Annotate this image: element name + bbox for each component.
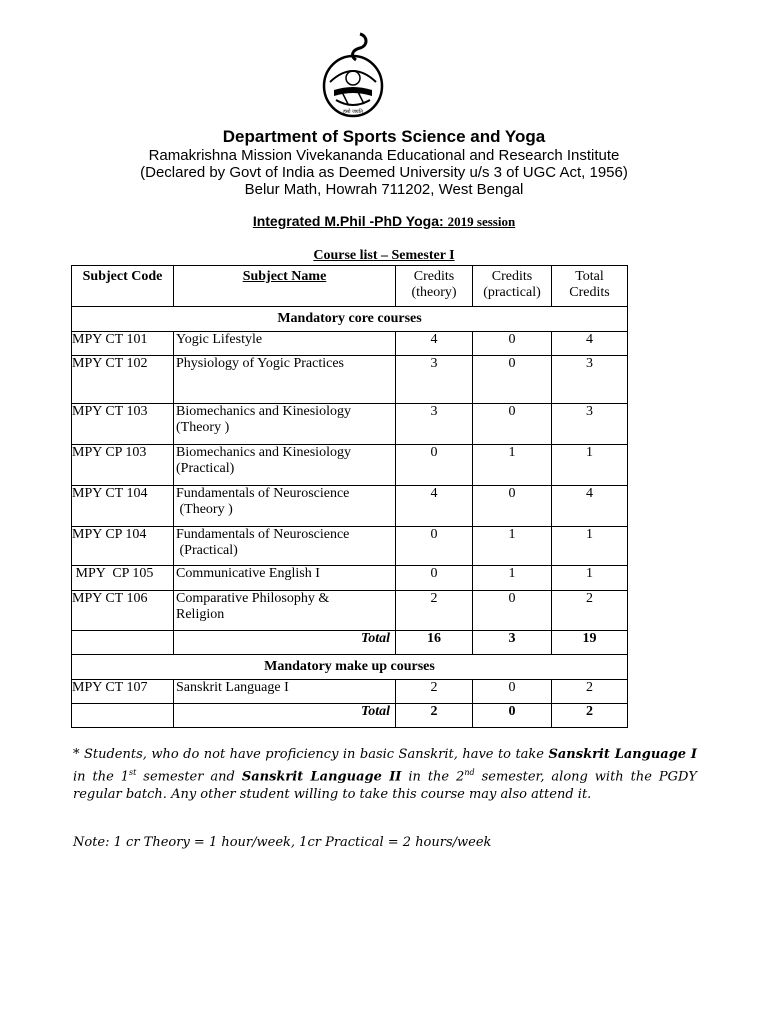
subject-name: Sanskrit Language I <box>174 680 396 704</box>
subject-name: Biomechanics and Kinesiology (Theory ) <box>174 404 396 445</box>
total-theory: 16 <box>396 631 473 655</box>
institute-emblem-logo <box>322 30 384 122</box>
credits-total: 3 <box>552 356 628 404</box>
total-row <box>72 704 628 728</box>
total-credits: 2 <box>552 704 628 728</box>
credits-theory: 2 <box>396 591 473 631</box>
subject-name: Physiology of Yogic Practices <box>174 356 396 404</box>
credits-theory: 0 <box>396 566 473 591</box>
department-title: Department of Sports Science and Yoga <box>222 127 546 146</box>
total-row <box>72 631 628 655</box>
credits-total: 3 <box>552 404 628 445</box>
institute-name: Ramakrishna Mission Vivekananda Educational and Research Institute <box>148 147 620 164</box>
table-row <box>72 591 628 631</box>
credits-theory: 3 <box>396 356 473 404</box>
subject-code: MPY CT 106 <box>72 591 174 631</box>
credits-theory: 4 <box>396 332 473 356</box>
table-row <box>72 404 628 445</box>
subject-code: MPY CT 102 <box>72 356 174 404</box>
table-row <box>72 445 628 486</box>
total-label: Total <box>174 631 396 655</box>
table-row <box>72 680 628 704</box>
subject-name: Communicative English I <box>174 566 396 591</box>
total-practical: 0 <box>473 704 552 728</box>
section-title: Mandatory core courses <box>72 307 628 332</box>
header-credits-theory: Credits (theory) <box>396 266 473 307</box>
course-table <box>71 265 628 728</box>
credit-note: Note: 1 cr Theory = 1 hour/week, 1cr Practical = 2 hours/week <box>73 835 492 850</box>
credits-total: 2 <box>552 680 628 704</box>
programme-session: 2019 session <box>447 214 516 229</box>
credits-total: 1 <box>552 566 628 591</box>
total-credits: 19 <box>552 631 628 655</box>
table-row <box>72 486 628 527</box>
credits-theory: 4 <box>396 486 473 527</box>
total-theory: 2 <box>396 704 473 728</box>
header-total-credits: Total Credits <box>552 266 628 307</box>
subject-code: MPY CT 107 <box>72 680 174 704</box>
credits-practical: 0 <box>473 332 552 356</box>
section-title: Mandatory make up courses <box>72 655 628 680</box>
credits-total: 2 <box>552 591 628 631</box>
credits-total: 4 <box>552 332 628 356</box>
credits-total: 4 <box>552 486 628 527</box>
total-practical: 3 <box>473 631 552 655</box>
subject-code: MPY CT 103 <box>72 404 174 445</box>
table-row <box>72 527 628 566</box>
programme-title <box>0 213 768 231</box>
credits-practical: 0 <box>473 591 552 631</box>
subject-code: MPY CT 101 <box>72 332 174 356</box>
logo-caption: हंसो जयति <box>343 109 363 115</box>
table-caption: Course list – Semester I <box>313 248 455 263</box>
credits-practical: 0 <box>473 486 552 527</box>
credits-practical: 0 <box>473 404 552 445</box>
credits-theory: 3 <box>396 404 473 445</box>
credits-theory: 0 <box>396 527 473 566</box>
subject-name: Biomechanics and Kinesiology (Practical) <box>174 445 396 486</box>
declaration-line: (Declared by Govt of India as Deemed University u/s 3 of UGC Act, 1956) <box>140 164 628 181</box>
subject-code: MPY CP 104 <box>72 527 174 566</box>
credits-practical: 0 <box>473 356 552 404</box>
subject-name: Fundamentals of Neuroscience (Theory ) <box>174 486 396 527</box>
subject-code: MPY CT 104 <box>72 486 174 527</box>
subject-name: Comparative Philosophy & Religion <box>174 591 396 631</box>
credits-practical: 0 <box>473 680 552 704</box>
credits-practical: 1 <box>473 445 552 486</box>
credits-total: 1 <box>552 445 628 486</box>
credits-theory: 0 <box>396 445 473 486</box>
credits-practical: 1 <box>473 566 552 591</box>
sanskrit-footnote: * Students, who do not have proficiency in basic Sanskrit, have to take Sanskrit Language I in the 1st semester and Sanskrit Language II in the 2nd semester, along with the PGDY regular batch. Any other student willing to take this course may also attend it. <box>73 747 698 803</box>
table-row <box>72 332 628 356</box>
table-row <box>72 356 628 404</box>
subject-name: Fundamentals of Neuroscience (Practical) <box>174 527 396 566</box>
subject-name: Yogic Lifestyle <box>174 332 396 356</box>
total-label: Total <box>174 704 396 728</box>
programme-name: Integrated M.Phil -PhD Yoga: <box>252 213 444 229</box>
subject-code: MPY CP 105 <box>72 566 174 591</box>
header-subject-name: Subject Name <box>174 266 396 307</box>
table-header-row <box>72 266 628 307</box>
address-line: Belur Math, Howrah 711202, West Bengal <box>244 181 524 198</box>
credits-total: 1 <box>552 527 628 566</box>
header-credits-practical: Credits (practical) <box>473 266 552 307</box>
credits-theory: 2 <box>396 680 473 704</box>
subject-code: MPY CP 103 <box>72 445 174 486</box>
credits-practical: 1 <box>473 527 552 566</box>
table-row <box>72 566 628 591</box>
header-subject-code: Subject Code <box>72 266 174 307</box>
